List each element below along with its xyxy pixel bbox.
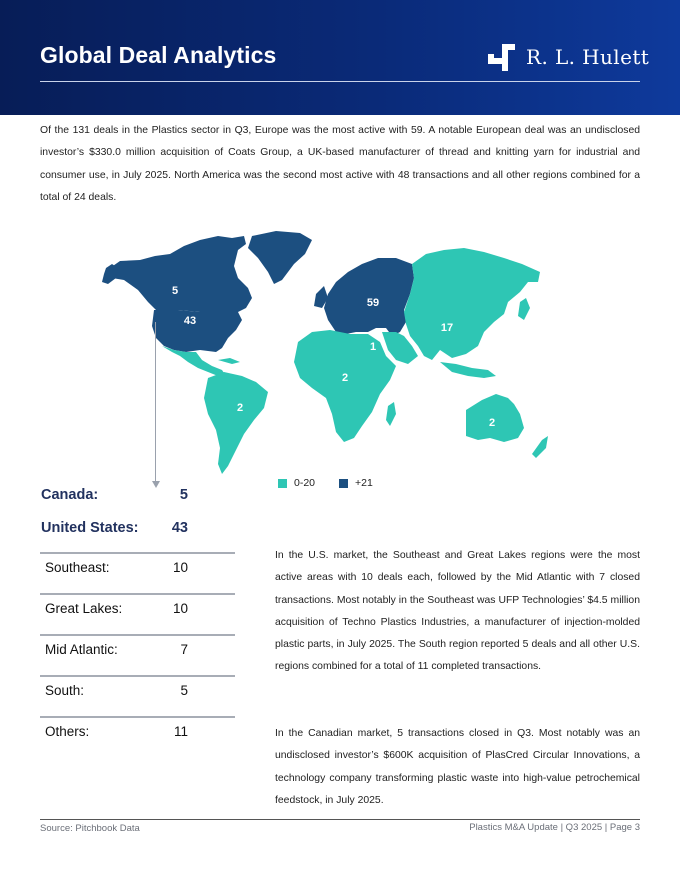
- region-label: South:: [45, 683, 85, 698]
- table-row: [40, 716, 235, 757]
- country-label: Canada:: [41, 487, 99, 503]
- map-pointer-line: [155, 322, 156, 482]
- footer-divider: [40, 819, 640, 820]
- region-label: Mid Atlantic:: [45, 642, 118, 657]
- footer-page-info: Plastics M&A Update | Q3 2025 | Page 3: [469, 822, 640, 833]
- map-region-caribbean: [218, 358, 240, 364]
- legend-label-low: 0-20: [294, 477, 316, 489]
- region-value: 11: [173, 724, 188, 739]
- map-label-asia: 17: [440, 322, 454, 334]
- table-row: [40, 675, 235, 716]
- region-value: 10: [172, 560, 188, 575]
- country-value: 5: [179, 487, 188, 503]
- map-label-oceania: 2: [488, 417, 496, 429]
- region-value: 10: [172, 601, 188, 616]
- region-label: Southeast:: [45, 560, 110, 575]
- region-value: 7: [180, 642, 188, 657]
- map-region-new-zealand: [532, 436, 548, 458]
- map-region-asia: [404, 248, 540, 360]
- country-value: 43: [171, 520, 188, 536]
- region-label: Great Lakes:: [45, 601, 123, 616]
- map-label-united-states: 43: [183, 315, 197, 327]
- map-region-south-america: [204, 372, 268, 474]
- company-logo: [486, 42, 649, 72]
- map-label-europe: 59: [366, 297, 380, 309]
- map-label-middle-east: 1: [369, 341, 377, 353]
- map-region-indonesia: [440, 362, 496, 378]
- header-divider: [40, 81, 640, 82]
- map-region-alaska: [102, 264, 118, 284]
- region-value: 5: [180, 683, 188, 698]
- table-row: [40, 634, 235, 675]
- world-map: [100, 228, 560, 478]
- table-row: [40, 593, 235, 634]
- legend-label-high: +21: [355, 477, 373, 489]
- canada-market-paragraph: In the Canadian market, 5 transactions closed in Q3. Most notably was an undisclosed investor’s $600K acquisition of PlasCred Circular Innovations, a technology company transforming plastic waste into high-value petrochemical feedstock, in July 2025.: [275, 728, 640, 806]
- legend-item-high: [339, 477, 373, 489]
- map-pointer-arrow-icon: [152, 481, 160, 488]
- map-label-canada: 5: [171, 285, 179, 297]
- map-region-africa: [294, 330, 396, 442]
- map-label-africa: 2: [341, 372, 349, 384]
- map-region-canada: [110, 236, 252, 312]
- us-market-paragraph: In the U.S. market, the Southeast and Great Lakes regions were the most active areas with 10 deals each, followed by the Mid Atlantic with 7 closed transactions. Most notably in the Southeast was UFP Technologies’ $4.5 million acquisition of Techno Plastics Industries, a manufacturer of injection-molded plastic parts, in July 2025. The South region reported 5 deals and all other U.S. regions combined for a total of 11 completed transactions.: [275, 550, 640, 673]
- map-region-united-states: [152, 310, 242, 352]
- table-row: [40, 552, 235, 593]
- header-banner: [0, 0, 680, 115]
- footer-source: Source: Pitchbook Data: [40, 823, 140, 834]
- map-legend: [278, 477, 397, 489]
- legend-swatch-low: [278, 479, 287, 488]
- logo-wordmark: R. L. Hulett: [526, 45, 650, 69]
- rl-hulett-mark-icon: [486, 42, 516, 72]
- page-title: Global Deal Analytics: [40, 42, 277, 68]
- map-region-madagascar: [386, 402, 396, 426]
- country-label: United States:: [41, 520, 139, 536]
- region-label: Others:: [45, 724, 90, 739]
- legend-item-low: [278, 477, 315, 489]
- map-region-greenland: [248, 231, 312, 284]
- map-label-south-america: 2: [236, 402, 244, 414]
- map-region-japan: [518, 298, 530, 320]
- intro-paragraph: Of the 131 deals in the Plastics sector in Q3, Europe was the most active with 59. A notable European deal was an undisclosed investor’s $330.0 million acquisition of Coats Group, a UK-based manufacturer of thread and knitting yarn for industrial and consumer use, in July 2025. North America was the second most active with 48 transactions and all other regions combined for a total of 24 deals.: [40, 125, 640, 203]
- us-region-table: [40, 552, 235, 757]
- legend-swatch-high: [339, 479, 348, 488]
